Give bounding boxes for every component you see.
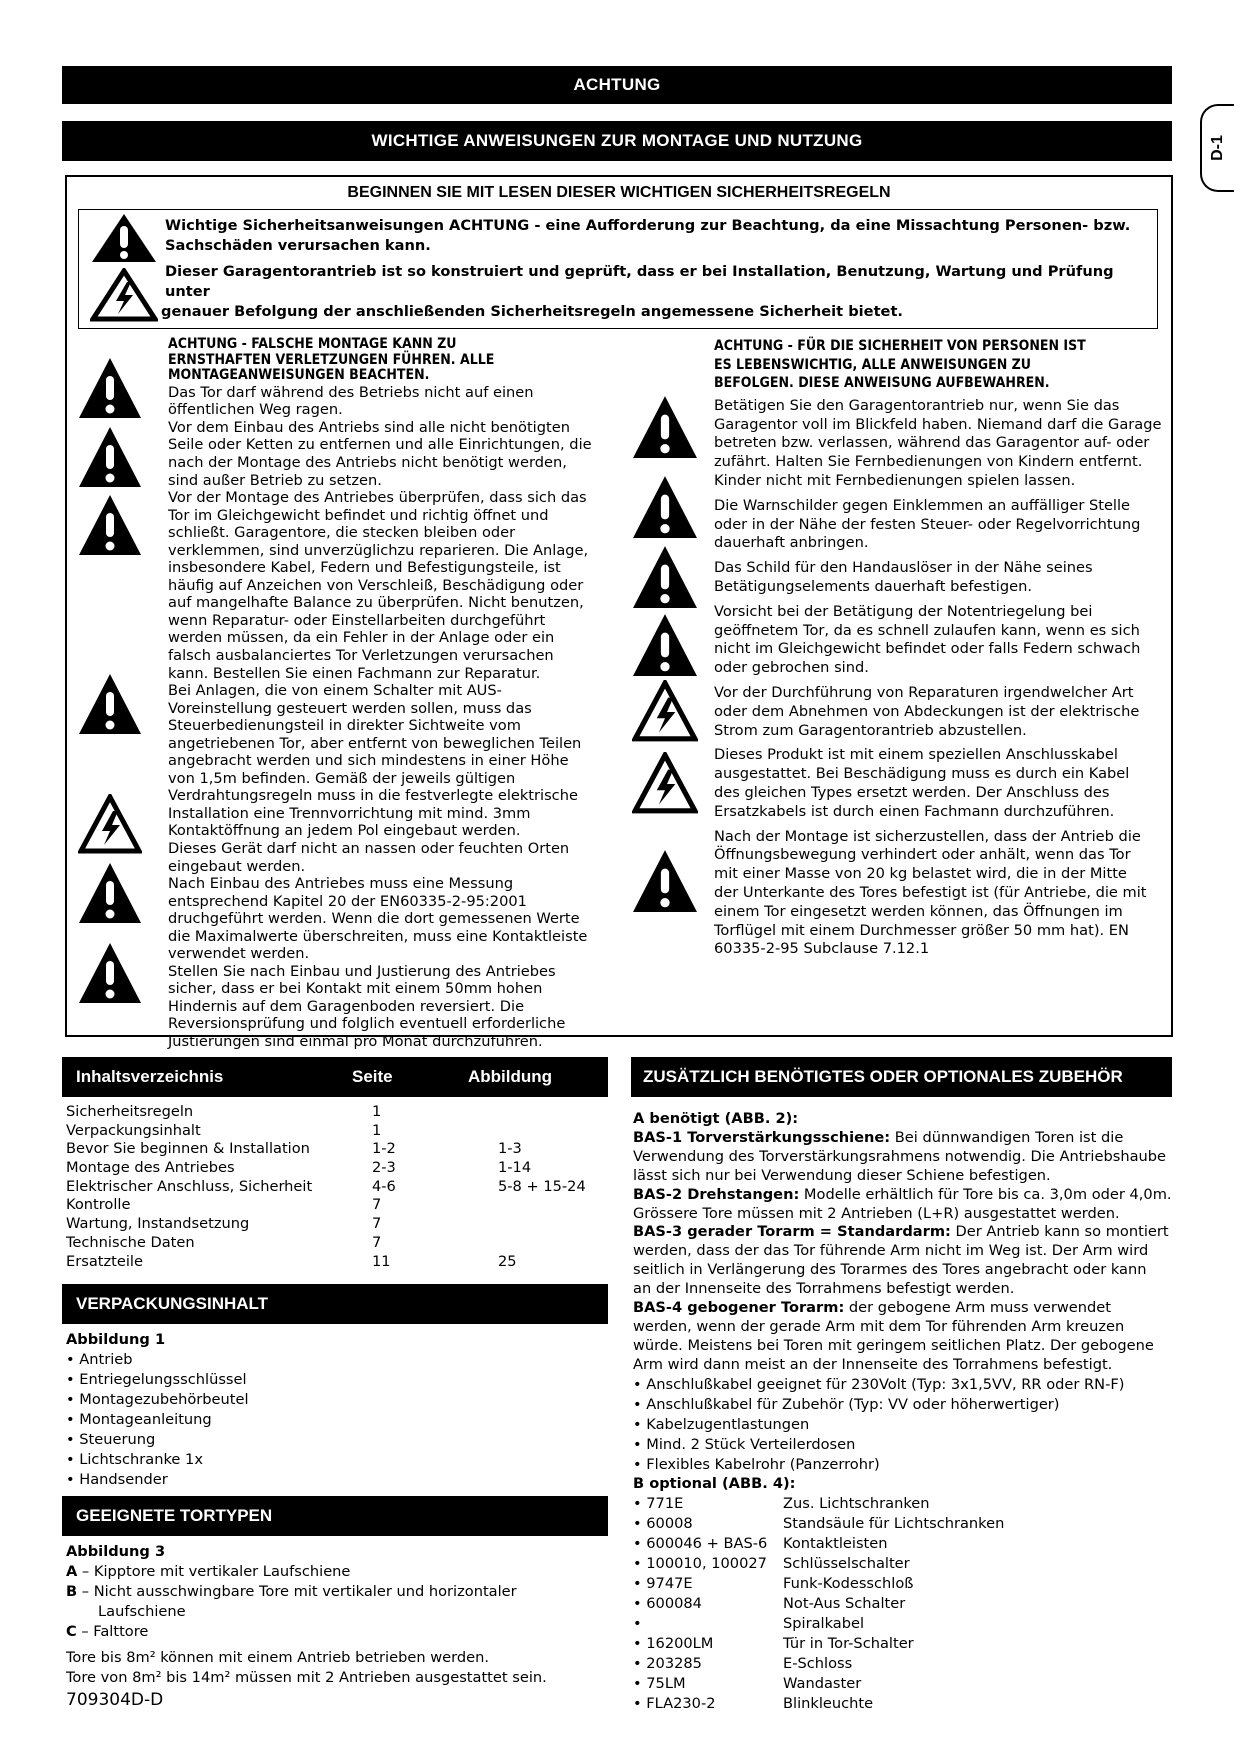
zubehoer-text: Arm wird dann meist an der Innenseite des Torrahmens befestigt. <box>633 1355 1113 1373</box>
toc-row <box>66 1196 606 1215</box>
page-tab-label: D-1 <box>1209 135 1226 161</box>
toc-row <box>66 1215 606 1234</box>
left-body-line: Reversionsprüfung und folglich eventuell erforderliche <box>168 1015 566 1033</box>
left-heading <box>168 337 608 384</box>
optional-desc: Zus. Lichtschranken <box>783 1494 930 1512</box>
toc-header <box>62 1057 608 1097</box>
toc-row <box>66 1140 606 1159</box>
electric-warning-icon <box>78 794 142 854</box>
right-column <box>714 337 1164 965</box>
list-item: • Anschlußkabel geeignet für 230Volt (Typ: 3x1,5VV, RR oder RN-F) <box>633 1375 1125 1393</box>
zubehoer-text: Bei dünnwandigen Toren ist die <box>890 1128 1124 1146</box>
toc-figure: 1-14 <box>498 1159 532 1177</box>
optional-code: • 16200LM <box>633 1634 714 1652</box>
left-body-line: falsch ausbalanciertes Tor Verletzungen verursachen <box>168 646 554 664</box>
toc-page: 7 <box>372 1215 382 1233</box>
zubehoer-bullets <box>633 1375 1173 1475</box>
achtung-bar <box>62 66 1172 104</box>
right-body-line: Torflügel mit einem Durchmesser größer 50 mm hat). EN <box>714 921 1129 939</box>
optional-desc: Spiralkabel <box>783 1614 865 1632</box>
left-body-line: entsprechend Kapitel 20 der EN60335-2-95:2001 <box>168 892 527 910</box>
right-body-line: dauerhaft anbringen. <box>714 534 869 552</box>
optional-code-text: 600084 <box>646 1594 702 1612</box>
left-body-line: Steuerbedienungsteil in direkter Sichtweite vom <box>168 717 521 735</box>
optional-code: • 600084 <box>633 1594 702 1612</box>
zubehoer-bold: BAS-2 Drehstangen: <box>633 1185 800 1203</box>
tortyp-b: B – Nicht ausschwingbare Tore mit vertikaler und horizontaler <box>66 1583 517 1600</box>
toc-row <box>66 1178 606 1197</box>
optional-row <box>633 1494 1173 1514</box>
right-body-line: Vor der Durchführung von Reparaturen irgendwelcher Art <box>714 683 1134 701</box>
left-body-line: Verdrahtungsregeln muss in die festverlegte elektrische <box>168 787 578 805</box>
right-heading-line: ACHTUNG - FÜR DIE SICHERHEIT VON PERSONEN IST <box>714 338 1086 354</box>
toc-header-title: Inhaltsverzeichnis <box>76 1067 224 1086</box>
toc-title: Ersatzteile <box>66 1252 143 1270</box>
list-item: • Lichtschranke 1x <box>66 1451 203 1468</box>
left-body-line: Justierungen sind einmal pro Monat durchzuführen. <box>168 1033 543 1051</box>
left-body-line: Vor der Montage des Antriebes überprüfen, dass sich das <box>168 489 587 507</box>
left-body-line: verwendet werden. <box>168 945 310 963</box>
zubehoer-line <box>633 1223 1173 1242</box>
toc-figure: 1-3 <box>498 1140 522 1158</box>
optional-code-text: 203285 <box>646 1654 702 1672</box>
left-body-line: Dieses Gerät darf nicht an nassen oder feuchten Orten <box>168 840 570 857</box>
zubehoer-line <box>633 1261 1173 1280</box>
right-paragraph <box>714 559 1164 597</box>
tortyp-c: C – Falttore <box>66 1623 149 1640</box>
left-body-line: Tor im Gleichgewicht befindet und richtig öffnet und <box>168 506 549 524</box>
list-item: • Handsender <box>66 1471 168 1488</box>
tortypen-list <box>66 1542 547 1688</box>
zubehoer-b-heading: B optional (ABB. 4): <box>633 1474 796 1492</box>
safety-title: BEGINNEN SIE MIT LESEN DIESER WICHTIGEN SICHERHEITSREGELN <box>347 184 891 201</box>
wichtige-title: WICHTIGE ANWEISUNGEN ZUR MONTAGE UND NUTZUNG <box>371 131 863 150</box>
zubehoer-text: werden, wenn der gerade Arm mit dem Tor führenden Arm kreuzen <box>633 1317 1125 1335</box>
zubehoer-line <box>633 1356 1173 1375</box>
toc-title: Kontrolle <box>66 1196 131 1214</box>
left-body-line: Hindernis auf dem Garagenboden reversiert. Die <box>168 997 525 1015</box>
optional-row <box>633 1614 1173 1634</box>
toc-row <box>66 1103 606 1122</box>
right-body-line: oder in der Nähe der festen Steuer- oder Regelvorrichtung <box>714 515 1141 533</box>
optional-desc: Kontaktleisten <box>783 1534 888 1552</box>
tortypen-sub: Abbildung 3 <box>66 1543 166 1560</box>
zubehoer-line <box>633 1318 1173 1337</box>
zubehoer-line <box>633 1299 1173 1318</box>
zubehoer-text: Verwendung des Torverstärkungsrahmens notwendig. Die Antriebshaube <box>633 1147 1167 1165</box>
zubehoer-header <box>631 1057 1172 1097</box>
left-body-line: sicher, dass er bei Kontakt mit einem 50mm hohen <box>168 980 543 998</box>
zubehoer-bold: BAS-1 Torverstärkungsschiene: <box>633 1128 891 1146</box>
left-body-line: schließt. Garagentore, die stecken bleiben oder <box>168 524 516 542</box>
optional-code: • 9747E <box>633 1574 693 1592</box>
list-item-text: Lichtschranke 1x <box>79 1451 203 1468</box>
left-body-line: Installation eine Trennvorrichtung mit mind. 3mm <box>168 804 531 822</box>
right-body-line: Das Schild für den Handauslöser in der Nähe seines <box>714 559 1093 577</box>
right-paragraph <box>714 603 1164 678</box>
right-body <box>714 397 1164 959</box>
left-body-line: druchgeführt werden. Wenn die dort gemessenen Werte <box>168 910 580 928</box>
optional-desc: Blinkleuchte <box>783 1694 874 1712</box>
right-heading <box>714 337 1164 393</box>
tortyp-key: C <box>66 1623 77 1640</box>
left-body-line: von 1,5m befinden. Gemäß der jeweils gültigen <box>168 769 516 787</box>
zubehoer-optional <box>633 1494 1173 1714</box>
warning-icon <box>78 941 142 1005</box>
optional-row <box>633 1634 1173 1654</box>
list-item-text: Anschlußkabel geeignet für 230Volt (Typ: 3x1,5VV, RR oder RN-F) <box>646 1375 1125 1393</box>
tortyp-note-1: Tore bis 8m² können mit einem Antrieb betrieben werden. <box>66 1649 489 1666</box>
list-item: • Montageanleitung <box>66 1411 212 1428</box>
tortyp-b-cont: Laufschiene <box>98 1603 186 1620</box>
optional-row <box>633 1654 1173 1674</box>
optional-code-text: 771E <box>646 1494 684 1512</box>
right-body-line: Die Warnschilder gegen Einklemmen an auffälliger Stelle <box>714 496 1131 514</box>
left-body-line: verklemmen, sind unverzüglichzu reparieren. Die Anlage, <box>168 541 589 559</box>
zubehoer-text: seitlich in Verlängerung des Torarmes des Tores angebracht oder kann <box>633 1261 1147 1279</box>
right-body-line: einem Tor eingesetzt werden können, das Öffnungen im <box>714 902 1123 920</box>
left-body <box>168 384 608 1051</box>
zubehoer-line <box>633 1205 1173 1224</box>
zubehoer-text: würde. Meistens bei Toren mit geringem seitlichen Platz. Der gebogene <box>633 1336 1154 1354</box>
toc-figure: 5-8 + 15-24 <box>498 1177 586 1195</box>
toc-title: Elektrischer Anschluss, Sicherheit <box>66 1177 313 1195</box>
zubehoer-line <box>633 1167 1173 1186</box>
left-body-line: angetriebenen Tor, aber entfernt von beweglichen Teilen <box>168 734 582 752</box>
warning-icon <box>632 394 698 460</box>
toc-page: 2-3 <box>372 1159 396 1177</box>
right-body-line: geöffnetem Tor, da es schnell zulaufen kann, wenn es sich <box>714 621 1140 639</box>
right-body-line: 60335-2-95 Subclause 7.12.1 <box>714 940 930 958</box>
left-body-line: Stellen Sie nach Einbau und Justierung des Antriebes <box>168 962 556 980</box>
optional-code: • 75LM <box>633 1674 686 1692</box>
warning-icon <box>78 356 142 420</box>
list-item: • Montagezubehörbeutel <box>66 1391 249 1408</box>
warning-icon <box>632 544 698 610</box>
zubehoer-line <box>633 1186 1173 1205</box>
left-body-line: werden müssen, da ein Fehler in der Anlage oder ein <box>168 629 555 647</box>
toc-page: 7 <box>372 1233 382 1251</box>
tortyp-key: B <box>66 1583 78 1600</box>
warning-icon <box>78 493 142 557</box>
right-body-line: oder gebrochen sind. <box>714 659 869 677</box>
right-paragraph <box>714 497 1164 553</box>
optional-code-text: FLA230-2 <box>646 1694 716 1712</box>
list-item: • Anschlußkabel für Zubehör (Typ: VV oder höherwertiger) <box>633 1395 1060 1413</box>
optional-desc: Schlüsselschalter <box>783 1554 910 1572</box>
verpackung-header <box>62 1284 608 1324</box>
left-body-line: Das Tor darf während des Betriebs nicht auf einen <box>168 383 534 401</box>
left-body-line: öffentlichen Weg ragen. <box>168 401 343 419</box>
toc-title: Bevor Sie beginnen & Installation <box>66 1140 310 1158</box>
list-item-text: Montageanleitung <box>79 1411 212 1428</box>
intro-line-1: Wichtige Sicherheitsanweisungen ACHTUNG - eine Aufforderung zur Beachtung, da eine Missachtung Personen- bzw. <box>165 217 1131 234</box>
warning-icon <box>78 672 142 736</box>
left-body-line: sind außer Betrieb zu setzen. <box>168 471 382 489</box>
list-item-text: Anschlußkabel für Zubehör (Typ: VV oder höherwertiger) <box>646 1395 1060 1413</box>
right-body-line: betreten bzw. verlassen, während das Garagentor auf- oder <box>714 434 1150 452</box>
zubehoer-text: Der Antrieb kann so montiert <box>950 1223 1169 1241</box>
optional-code: • FLA230-2 <box>633 1694 716 1712</box>
optional-row <box>633 1574 1173 1594</box>
zubehoer-title: ZUSÄTZLICH BENÖTIGTES ODER OPTIONALES ZUBEHÖR <box>643 1067 1123 1086</box>
optional-code-text: 60008 <box>646 1514 693 1532</box>
electric-warning-icon <box>90 268 158 322</box>
list-item-text: Antrieb <box>79 1351 133 1368</box>
optional-row <box>633 1694 1173 1714</box>
list-item-text: Handsender <box>79 1471 168 1488</box>
list-item: • Antrieb <box>66 1351 133 1368</box>
toc-row <box>66 1159 606 1178</box>
toc-title: Sicherheitsregeln <box>66 1103 194 1120</box>
list-item: • Entriegelungsschlüssel <box>66 1371 247 1388</box>
toc-row <box>66 1122 606 1141</box>
optional-row <box>633 1674 1173 1694</box>
toc-page: 4-6 <box>372 1177 396 1195</box>
zubehoer-line <box>633 1280 1173 1299</box>
right-body-line: Kinder nicht mit Fernbedienungen spielen lassen. <box>714 471 1076 489</box>
right-body-line: mit einer Masse von 20 kg belastet wird, die in der Mitte <box>714 865 1127 883</box>
left-body-line: Vor dem Einbau des Antriebs sind alle nicht benötigten <box>168 418 570 436</box>
right-body-line: Nach der Montage ist sicherzustellen, dass der Antrieb die <box>714 827 1141 845</box>
list-item-text: Entriegelungsschlüssel <box>79 1371 247 1388</box>
toc-page: 1-2 <box>372 1140 396 1158</box>
toc-header-abbildung: Abbildung <box>468 1067 553 1086</box>
tortyp-text: Kipptore mit vertikaler Laufschiene <box>93 1563 351 1580</box>
right-body-line: Vorsicht bei der Betätigung der Notentriegelung bei <box>714 602 1093 620</box>
list-item: • Flexibles Kabelrohr (Panzerrohr) <box>633 1455 880 1473</box>
optional-code: • <box>633 1614 642 1632</box>
right-body-line: der Unterkante des Tores befestigt ist (für Antriebe, die mit <box>714 883 1147 901</box>
zubehoer-line <box>633 1337 1173 1356</box>
zubehoer-text: lässt sich nur bei Verwendung dieser Schiene befestigen. <box>633 1166 1051 1184</box>
warning-icon <box>90 212 158 264</box>
page-tab <box>1200 104 1234 192</box>
verpackung-items <box>66 1350 249 1490</box>
tortyp-key: A <box>66 1563 78 1580</box>
zubehoer-line <box>633 1148 1173 1167</box>
toc-title: Montage des Antriebes <box>66 1159 235 1177</box>
left-body-line: angebracht werden und sich mindestens in einer Höhe <box>168 752 569 770</box>
optional-desc: Standsäule für Lichtschranken <box>783 1514 1005 1532</box>
zubehoer-body <box>633 1110 1173 1714</box>
optional-code: • 203285 <box>633 1654 702 1672</box>
doc-number: 709304D-D <box>66 1690 164 1710</box>
list-item: • Steuerung <box>66 1431 156 1448</box>
left-body-line: Voreinstellung gesteuert werden sollen, muss das <box>168 699 532 717</box>
achtung-title: ACHTUNG <box>573 75 661 94</box>
right-paragraph <box>714 828 1164 960</box>
right-body-line: Betätigungselements dauerhaft befestigen. <box>714 577 1032 595</box>
optional-desc: Tür in Tor-Schalter <box>783 1634 914 1652</box>
right-heading-line: BEFOLGEN. DIESE ANWEISUNG AUFBEWAHREN. <box>714 375 1050 392</box>
right-paragraph <box>714 746 1164 821</box>
list-item-text: Kabelzugentlastungen <box>646 1415 810 1433</box>
electric-warning-icon <box>632 752 698 814</box>
tortypen-header <box>62 1496 608 1536</box>
toc-row <box>66 1253 606 1272</box>
left-body-line: Seile oder Ketten zu entfernen und alle Einrichtungen, die <box>168 436 592 454</box>
optional-desc: Wandaster <box>783 1674 862 1692</box>
left-body-line: nach der Montage des Antriebs nicht benötigt werden, <box>168 453 567 471</box>
right-body-line: Betätigen Sie den Garagentorantrieb nur, wenn Sie das <box>714 396 1120 414</box>
optional-row <box>633 1534 1173 1554</box>
intro-line-3: Dieser Garagentorantrieb ist so konstruiert und geprüft, dass er bei Installation, Benutzung, Wartung und Prüfung unter <box>165 263 1114 300</box>
tortyp-text: Falttore <box>93 1623 149 1640</box>
right-body-line: zufährt. Halten Sie Fernbedienungen von Kindern entfernt. <box>714 453 1143 471</box>
tortyp-text: Nicht ausschwingbare Tore mit vertikaler und horizontaler <box>93 1583 517 1600</box>
zubehoer-lines <box>633 1129 1173 1375</box>
list-item-text: Mind. 2 Stück Verteilerdosen <box>646 1435 856 1453</box>
right-paragraph <box>714 397 1164 491</box>
optional-code-text: 75LM <box>646 1674 686 1692</box>
zubehoer-line <box>633 1129 1173 1148</box>
warning-icon <box>632 474 698 540</box>
left-heading-line: ERNSTHAFTEN VERLETZUNGEN FÜHREN. ALLE <box>168 351 495 368</box>
intro-line-4: genauer Befolgung der anschließenden Sicherheitsregeln angemessene Sicherheit bietet. <box>161 303 903 320</box>
zubehoer-line <box>633 1242 1173 1261</box>
warning-icon <box>632 848 698 914</box>
optional-code: • 600046 + BAS-6 <box>633 1534 768 1552</box>
right-body-line: ausgestattet. Bei Beschädigung muss es durch ein Kabel <box>714 765 1130 783</box>
right-paragraph <box>714 684 1164 740</box>
right-body-line: Ersatzkabels ist durch einen Fachmann durchzuführen. <box>714 802 1115 820</box>
optional-code: • 100010, 100027 <box>633 1554 767 1572</box>
left-body-line: kann. Bestellen Sie einen Fachmann zur Reparatur. <box>168 664 541 682</box>
right-body-line: Strom zum Garagentorantrieb abzustellen. <box>714 721 1027 739</box>
toc-header-seite: Seite <box>352 1067 393 1086</box>
optional-row <box>633 1514 1173 1534</box>
right-body-line: des gleichen Types ersetzt werden. Der Anschluss des <box>714 783 1110 801</box>
verpackung-list <box>66 1330 249 1490</box>
right-body-line: oder dem Abnehmen von Abdeckungen ist der elektrische <box>714 702 1140 720</box>
optional-code: • 60008 <box>633 1514 693 1532</box>
zubehoer-text: Grössere Tore müssen mit 2 Antrieben (L+R) ausgestattet werden. <box>633 1204 1120 1222</box>
left-heading-line: MONTAGEANWEISUNGEN BEACHTEN. <box>168 367 430 384</box>
right-body-line: Dieses Produkt ist mit einem speziellen Anschlusskabel <box>714 746 1118 764</box>
list-item-text: Steuerung <box>79 1431 156 1448</box>
optional-desc: E-Schloss <box>783 1654 853 1672</box>
optional-code-text: 100010, 100027 <box>646 1554 767 1572</box>
toc-title: Technische Daten <box>66 1233 195 1251</box>
right-heading-line: ES LEBENSWICHTIG, ALLE ANWEISUNGEN ZU <box>714 356 1031 373</box>
intro-line-2: Sachschäden verursachen kann. <box>165 237 431 254</box>
toc-page: 1 <box>372 1121 382 1139</box>
optional-code-text: 600046 + BAS-6 <box>646 1534 768 1552</box>
warning-icon <box>78 861 142 925</box>
toc-page: 1 <box>372 1103 382 1120</box>
list-item-text: Montagezubehörbeutel <box>79 1391 249 1408</box>
left-body-line: wenn Reparatur- oder Einstellarbeiten durchgeführt <box>168 611 546 629</box>
right-body-line: Garagentor voll im Blickfeld haben. Niemand darf die Garage <box>714 415 1162 433</box>
optional-row <box>633 1554 1173 1574</box>
optional-code-text: 9747E <box>646 1574 693 1592</box>
warning-icon <box>632 612 698 678</box>
optional-code: • 771E <box>633 1494 684 1512</box>
tortyp-note-2: Tore von 8m² bis 14m² müssen mit 2 Antrieben ausgestattet sein. <box>66 1669 547 1686</box>
toc-figure: 25 <box>498 1252 517 1270</box>
optional-code-text: 16200LM <box>646 1634 714 1652</box>
verpackung-sub: Abbildung 1 <box>66 1331 166 1348</box>
left-body-line: insbesondere Kabel, Federn und Befestigungsteile, ist <box>168 559 561 577</box>
zubehoer-a-heading: A benötigt (ABB. 2): <box>633 1110 799 1127</box>
zubehoer-text: an der Innenseite des Torrahmens befestigt werden. <box>633 1280 1015 1298</box>
toc-page: 11 <box>372 1252 391 1270</box>
toc-row <box>66 1234 606 1253</box>
zubehoer-bold: BAS-4 gebogener Torarm: <box>633 1299 845 1317</box>
optional-desc: Not-Aus Schalter <box>783 1594 906 1612</box>
optional-desc: Funk-Kodesschloß <box>783 1574 914 1592</box>
wichtige-bar <box>62 121 1172 161</box>
left-column <box>168 337 608 1051</box>
left-body-line: häufig auf Anzeichen von Verschleiß, Beschädigung oder <box>168 576 584 594</box>
left-body-line: die Maximalwerte überschreiten, muss eine Kontaktleiste <box>168 927 588 945</box>
zubehoer-text: der gebogene Arm muss verwendet <box>844 1299 1111 1317</box>
toc-page: 7 <box>372 1196 382 1214</box>
list-item: • Kabelzugentlastungen <box>633 1415 810 1433</box>
toc-title: Verpackungsinhalt <box>66 1121 201 1139</box>
zubehoer-text: Modelle erhältlich für Tore bis ca. 3,0m oder 4,0m. <box>799 1185 1172 1203</box>
left-heading-line: ACHTUNG - FALSCHE MONTAGE KANN ZU <box>168 336 457 352</box>
electric-warning-icon <box>632 680 698 742</box>
optional-row <box>633 1594 1173 1614</box>
left-body-line: Bei Anlagen, die von einem Schalter mit AUS- <box>168 682 502 700</box>
toc-table <box>66 1103 606 1271</box>
zubehoer-text: werden, dass der das Tor führende Arm nicht im Weg ist. Der Arm wird <box>633 1242 1149 1260</box>
tortyp-a: A – Kipptore mit vertikaler Laufschiene <box>66 1563 351 1580</box>
toc-title: Wartung, Instandsetzung <box>66 1215 250 1233</box>
left-body-line: Kontaktöffnung an jedem Pol eingebaut werden. <box>168 822 521 840</box>
intro-text <box>161 216 1155 322</box>
right-body-line: Öffnungsbewegung verhindert oder anhält, wenn das Tor <box>714 846 1131 864</box>
verpackung-title: VERPACKUNGSINHALT <box>76 1294 269 1313</box>
zubehoer-bold: BAS-3 gerader Torarm = Standardarm: <box>633 1223 951 1241</box>
list-item-text: Flexibles Kabelrohr (Panzerrohr) <box>646 1455 880 1473</box>
right-body-line: nicht im Gleichgewicht befindet oder falls Federn schwach <box>714 640 1141 658</box>
left-body-line: eingebaut werden. <box>168 857 306 875</box>
tortypen-title: GEEIGNETE TORTYPEN <box>76 1506 273 1525</box>
left-body-line: auf mangelhafte Balance zu überprüfen. Nicht benutzen, <box>168 594 584 612</box>
left-body-line: Nach Einbau des Antriebes muss eine Messung <box>168 875 514 893</box>
list-item: • Mind. 2 Stück Verteilerdosen <box>633 1435 856 1453</box>
warning-icon <box>78 425 142 489</box>
